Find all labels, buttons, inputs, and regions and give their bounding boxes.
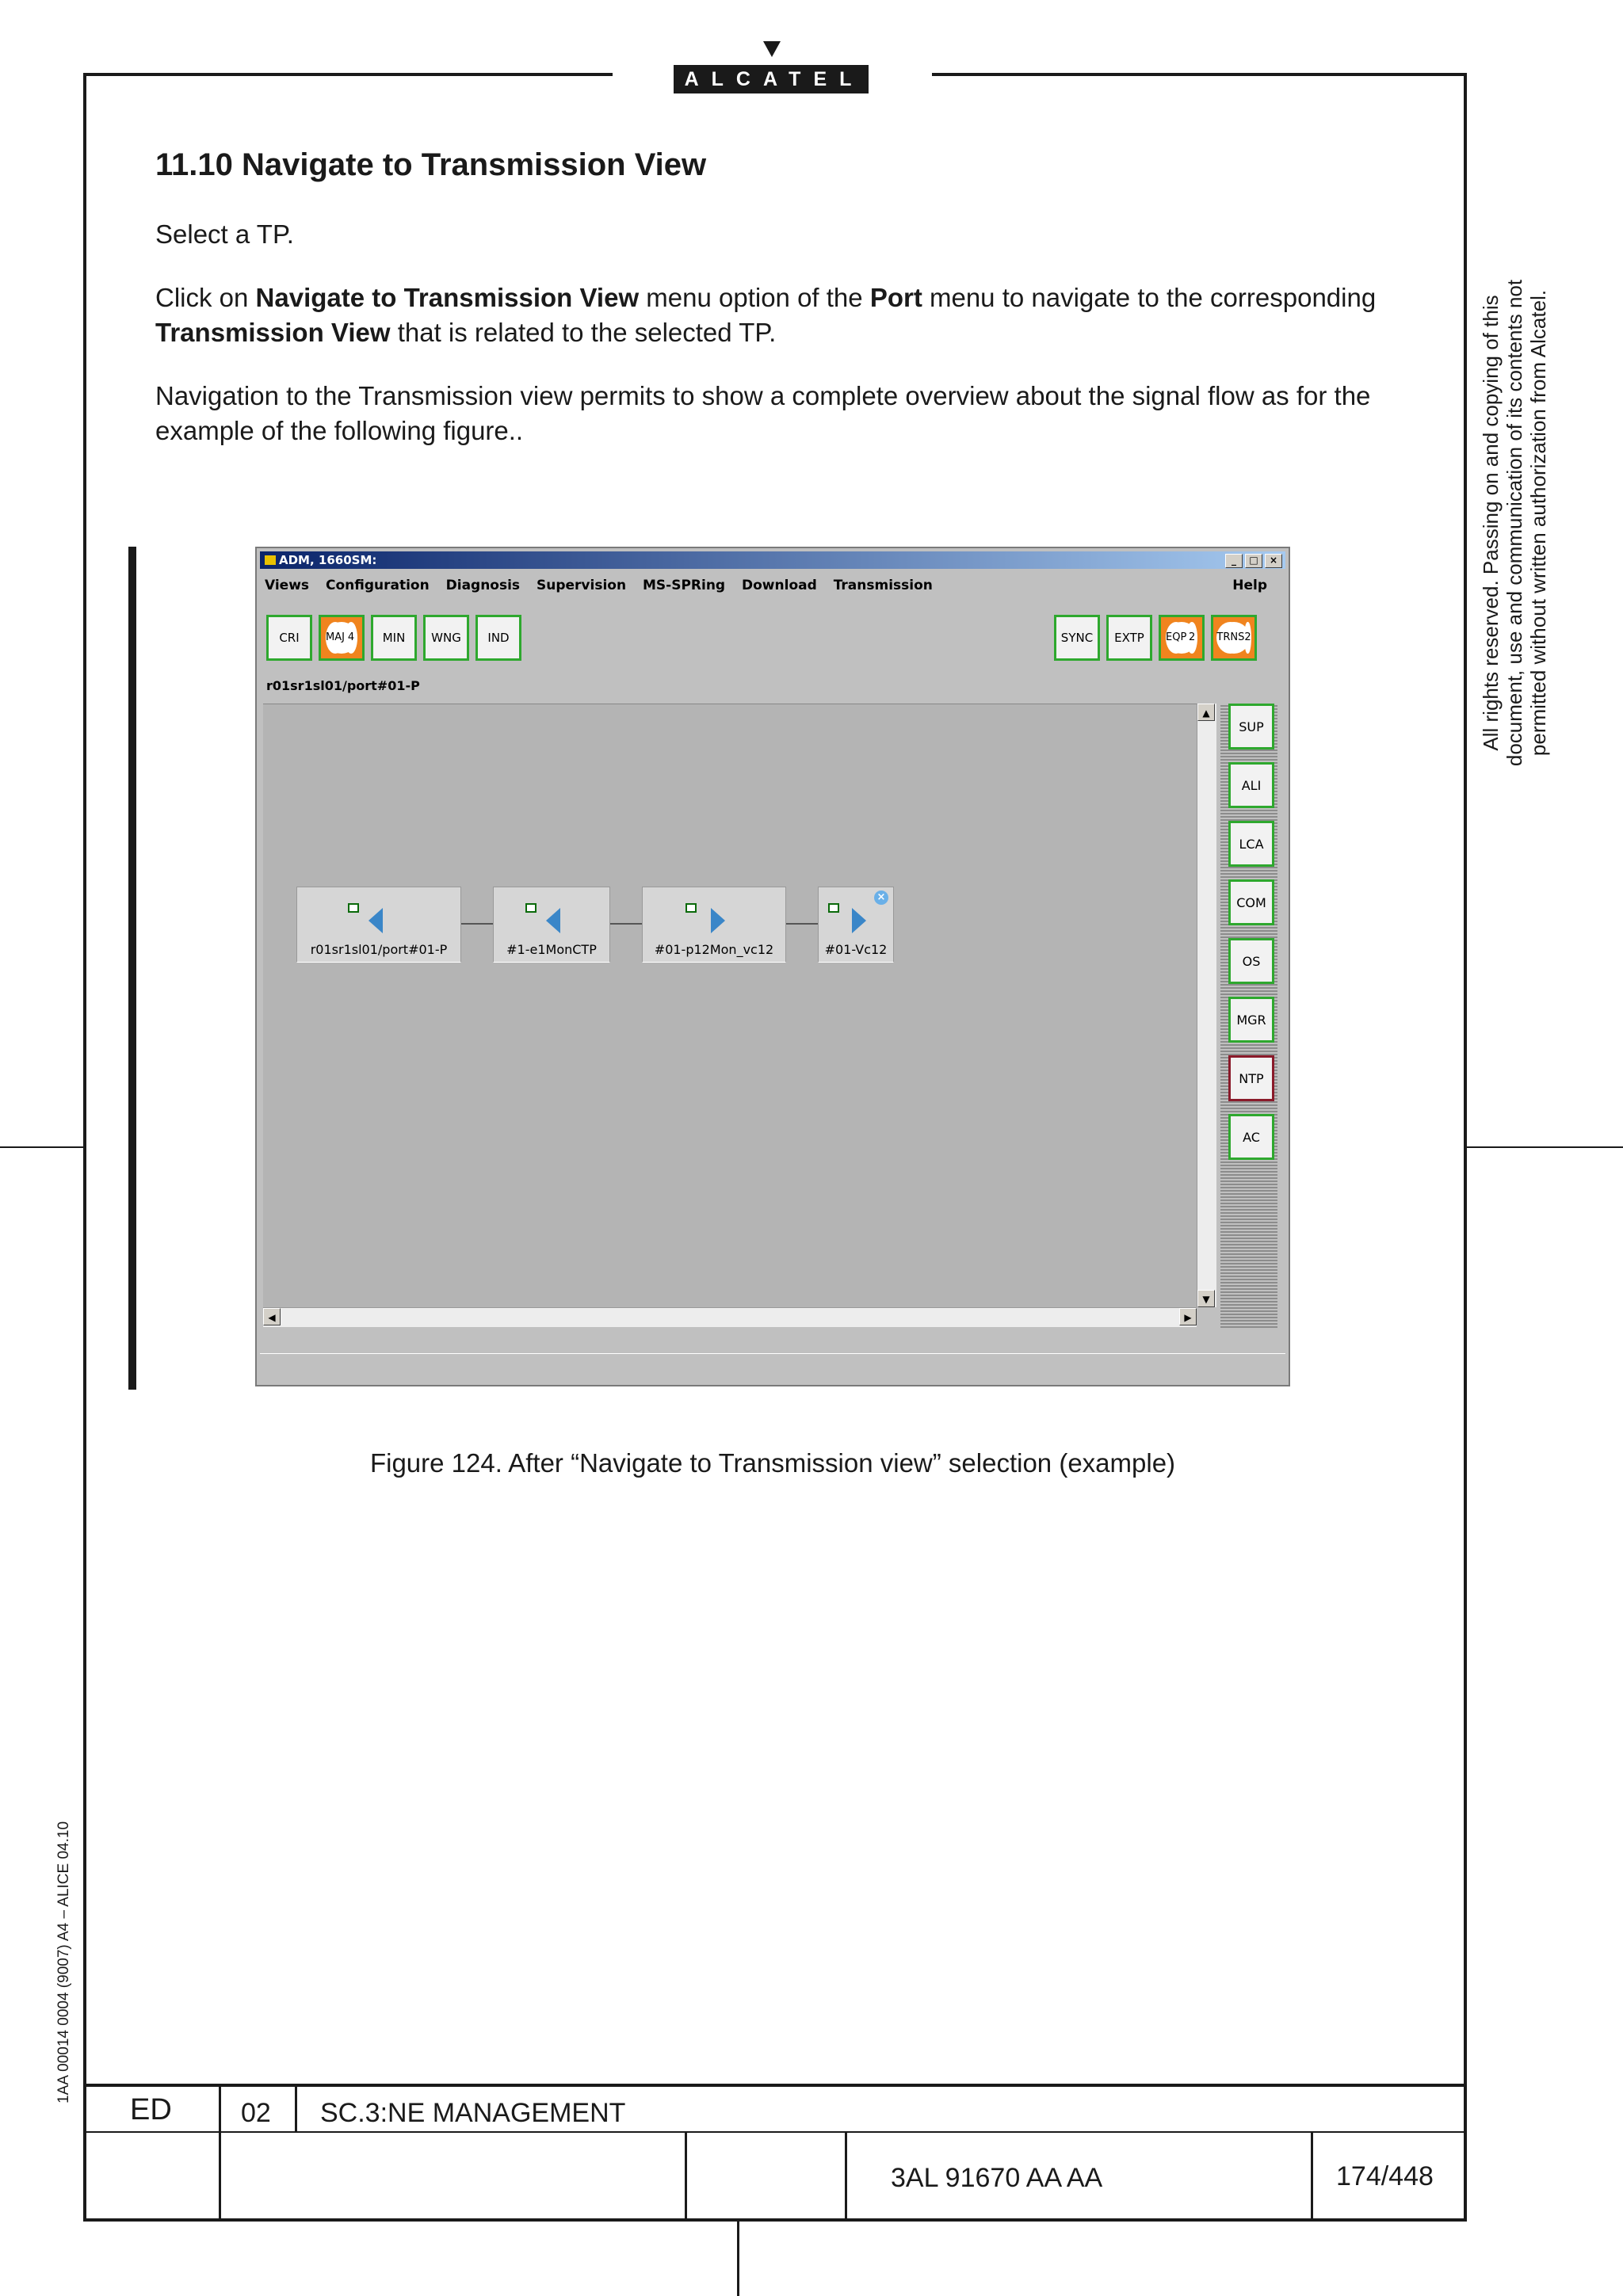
menu-configuration[interactable]: Configuration xyxy=(325,578,430,593)
section-title: 11.10 Navigate to Transmission View xyxy=(155,147,707,182)
side-lca-button[interactable]: LCA xyxy=(1228,821,1274,867)
document-code-vertical: 1AA 00014 0004 (9007) A4 – ALICE 04.10 xyxy=(55,1821,72,2103)
frame-top-right xyxy=(932,73,1467,76)
footer-line-2 xyxy=(83,2131,1467,2133)
maximize-button[interactable]: □ xyxy=(1245,554,1262,568)
footer-line-1 xyxy=(83,2084,1467,2087)
menu-ms-spring[interactable]: MS-SPRing xyxy=(642,578,726,593)
alcatel-logo: ALCATEL xyxy=(674,65,869,93)
frame-top-left xyxy=(83,73,613,76)
side-com-button[interactable]: COM xyxy=(1228,879,1274,925)
margin-mark-right xyxy=(1467,1146,1623,1148)
footer-ed-label: ED xyxy=(130,2093,172,2126)
footer-line-3 xyxy=(83,2218,1467,2222)
expand-icon xyxy=(685,903,697,913)
connector-line xyxy=(786,923,818,925)
footer-stem xyxy=(737,2222,739,2296)
close-icon[interactable]: × xyxy=(874,891,888,905)
arrow-right-icon xyxy=(852,908,866,933)
paragraph-instructions: Click on Navigate to Transmission View menu option of the Port menu to navigate to the corresponding Transmission View that is related to the selected TP. xyxy=(155,283,1377,347)
expand-icon xyxy=(525,903,537,913)
arrow-left-icon xyxy=(546,908,560,933)
footer-ed-value: 02 xyxy=(241,2098,271,2128)
menu-views[interactable]: Views xyxy=(265,578,310,593)
side-button-panel xyxy=(1220,704,1277,1329)
menu-help[interactable]: Help xyxy=(1232,578,1267,593)
footer-section: SC.3:NE MANAGEMENT xyxy=(320,2098,626,2128)
footer-col-5 xyxy=(1311,2131,1313,2222)
side-ali-button[interactable]: ALI xyxy=(1228,762,1274,808)
menu-download[interactable]: Download xyxy=(742,578,817,593)
alarm-maj-button[interactable]: MAJ 4 xyxy=(319,615,365,661)
connector-line xyxy=(610,923,642,925)
side-mgr-button[interactable]: MGR xyxy=(1228,997,1274,1043)
status-bar xyxy=(260,1353,1285,1381)
paragraph-select-tp: Select a TP. xyxy=(155,219,294,249)
connector-line xyxy=(461,923,493,925)
alarm-extp-button[interactable]: EXTP xyxy=(1106,615,1152,661)
side-os-button[interactable]: OS xyxy=(1228,938,1274,984)
node-vc12[interactable]: × #01-Vc12 xyxy=(818,887,894,963)
footer-col-1 xyxy=(219,2084,221,2222)
footer-page-number: 174/448 xyxy=(1336,2161,1434,2191)
node-port[interactable]: r01sr1sl01/port#01-P xyxy=(296,887,461,963)
arrow-left-icon xyxy=(369,908,383,933)
side-ntp-button[interactable]: NTP xyxy=(1228,1055,1274,1101)
scroll-down-icon[interactable]: ▼ xyxy=(1197,1290,1215,1307)
transmission-view-canvas[interactable] xyxy=(263,704,1197,1308)
footer-col-4 xyxy=(845,2131,847,2222)
scroll-left-icon[interactable]: ◀ xyxy=(263,1308,281,1325)
app-window-screenshot xyxy=(255,547,1290,1386)
frame-left xyxy=(83,73,86,2222)
menu-bar xyxy=(265,574,1279,597)
current-path-label: r01sr1sl01/port#01-P xyxy=(266,678,420,693)
menu-transmission[interactable]: Transmission xyxy=(833,578,933,593)
side-ac-button[interactable]: AC xyxy=(1228,1114,1274,1160)
alarm-eqp-button[interactable]: EQP 2 xyxy=(1159,615,1205,661)
app-icon xyxy=(265,555,276,565)
scroll-right-icon[interactable]: ▶ xyxy=(1179,1308,1197,1325)
expand-icon xyxy=(348,903,359,913)
footer-col-2 xyxy=(295,2084,297,2133)
margin-mark-left xyxy=(0,1146,83,1148)
logo-triangle-icon xyxy=(763,41,781,57)
alarm-sync-button[interactable]: SYNC xyxy=(1054,615,1100,661)
copyright-note: All rights reserved. Passing on and copying of this document, use and communication of its contents not permitted without written authorization from Alcatel. xyxy=(1479,279,1550,767)
alarm-cri-button[interactable]: CRI xyxy=(266,615,312,661)
alarm-ind-button[interactable]: IND xyxy=(475,615,521,661)
alarm-min-button[interactable]: MIN xyxy=(371,615,417,661)
alarm-trns-button[interactable]: TRNS 2 xyxy=(1211,615,1257,661)
footer-doc-code: 3AL 91670 AA AA xyxy=(891,2163,1103,2193)
alarm-buttons-left xyxy=(266,615,521,661)
node-p12mon-vc12[interactable]: #01-p12Mon_vc12 xyxy=(642,887,786,963)
vertical-scrollbar[interactable] xyxy=(1197,704,1216,1307)
arrow-right-icon xyxy=(711,908,725,933)
close-button[interactable]: × xyxy=(1265,554,1282,568)
paragraph-navigation: Navigation to the Transmission view permits to show a complete overview about the signal flow as for the example of the following figure.. xyxy=(155,381,1371,445)
window-title-bar xyxy=(260,551,1285,569)
node-e1monctp[interactable]: #1-e1MonCTP xyxy=(493,887,610,963)
horizontal-scrollbar[interactable] xyxy=(263,1307,1197,1327)
minimize-button[interactable]: _ xyxy=(1225,554,1243,568)
expand-icon xyxy=(828,903,839,913)
figure-caption: Figure 124. After “Navigate to Transmission view” selection (example) xyxy=(369,1448,1176,1478)
menu-supervision[interactable]: Supervision xyxy=(536,578,627,593)
footer-col-3 xyxy=(685,2131,687,2222)
side-sup-button[interactable]: SUP xyxy=(1228,704,1274,749)
scroll-up-icon[interactable]: ▲ xyxy=(1197,704,1215,721)
alarm-wng-button[interactable]: WNG xyxy=(423,615,469,661)
change-bar xyxy=(128,547,136,1390)
alarm-buttons-right xyxy=(1054,615,1257,661)
menu-diagnosis[interactable]: Diagnosis xyxy=(445,578,521,593)
window-title: ADM, 1660SM: xyxy=(279,553,377,567)
